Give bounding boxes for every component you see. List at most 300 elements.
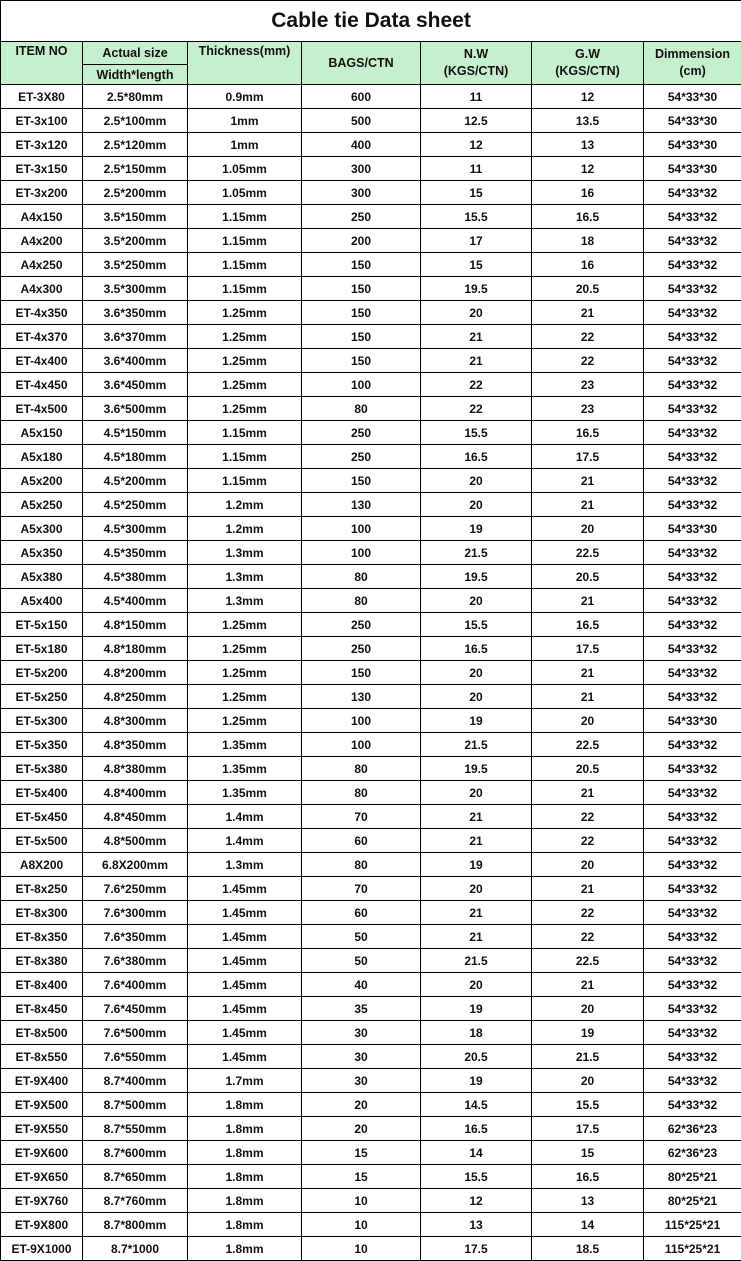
nw-cell: 14.5 xyxy=(421,1093,532,1117)
gw-cell: 14 xyxy=(532,1213,644,1237)
table-row xyxy=(1,661,741,685)
nw-cell: 22 xyxy=(421,397,532,421)
actual-size-cell: 3.6*370mm xyxy=(83,325,188,349)
actual-size-cell: 4.8*300mm xyxy=(83,709,188,733)
bags-ctn-cell: 20 xyxy=(302,1093,421,1117)
thickness-cell: 1.15mm xyxy=(188,445,302,469)
bags-ctn-cell: 150 xyxy=(302,253,421,277)
bags-ctn-cell: 250 xyxy=(302,205,421,229)
thickness-cell: 1.45mm xyxy=(188,949,302,973)
bags-ctn-cell: 10 xyxy=(302,1237,421,1261)
nw-cell: 15.5 xyxy=(421,613,532,637)
dimension-cell: 54*33*32 xyxy=(644,421,741,445)
dimension-cell: 54*33*32 xyxy=(644,1069,741,1093)
nw-cell: 11 xyxy=(421,85,532,109)
table-row xyxy=(1,277,741,301)
table-row xyxy=(1,541,741,565)
bags-ctn-cell: 150 xyxy=(302,325,421,349)
actual-size-cell: 4.5*150mm xyxy=(83,421,188,445)
dimension-cell: 54*33*32 xyxy=(644,253,741,277)
thickness-cell: 1.25mm xyxy=(188,349,302,373)
header-bags-ctn: BAGS/CTN xyxy=(302,42,421,85)
dimension-cell: 54*33*32 xyxy=(644,685,741,709)
item-no-cell: ET-5x400 xyxy=(1,781,83,805)
bags-ctn-cell: 30 xyxy=(302,1069,421,1093)
item-no-cell: ET-9X800 xyxy=(1,1213,83,1237)
gw-cell: 23 xyxy=(532,397,644,421)
gw-cell: 21.5 xyxy=(532,1045,644,1069)
gw-cell: 13 xyxy=(532,133,644,157)
dimension-cell: 54*33*32 xyxy=(644,829,741,853)
bags-ctn-cell: 150 xyxy=(302,277,421,301)
thickness-cell: 1.45mm xyxy=(188,997,302,1021)
dimension-cell: 54*33*32 xyxy=(644,637,741,661)
gw-cell: 20 xyxy=(532,709,644,733)
thickness-cell: 1.25mm xyxy=(188,373,302,397)
item-no-cell: ET-3x150 xyxy=(1,157,83,181)
item-no-cell: ET-3x200 xyxy=(1,181,83,205)
thickness-cell: 1.4mm xyxy=(188,829,302,853)
table-row xyxy=(1,373,741,397)
dimension-cell: 54*33*32 xyxy=(644,1021,741,1045)
dimension-cell: 54*33*32 xyxy=(644,973,741,997)
nw-cell: 19.5 xyxy=(421,757,532,781)
thickness-cell: 1.45mm xyxy=(188,973,302,997)
actual-size-cell: 4.8*500mm xyxy=(83,829,188,853)
bags-ctn-cell: 80 xyxy=(302,757,421,781)
item-no-cell: ET-3x120 xyxy=(1,133,83,157)
thickness-cell: 1.45mm xyxy=(188,877,302,901)
gw-cell: 20 xyxy=(532,517,644,541)
table-row xyxy=(1,205,741,229)
table-row xyxy=(1,709,741,733)
actual-size-cell: 4.5*300mm xyxy=(83,517,188,541)
actual-size-cell: 3.6*400mm xyxy=(83,349,188,373)
item-no-cell: ET-4x450 xyxy=(1,373,83,397)
table-row xyxy=(1,853,741,877)
item-no-cell: ET-9X760 xyxy=(1,1189,83,1213)
table-row xyxy=(1,949,741,973)
gw-cell: 22 xyxy=(532,325,644,349)
actual-size-cell: 4.5*380mm xyxy=(83,565,188,589)
actual-size-cell: 2.5*120mm xyxy=(83,133,188,157)
thickness-cell: 1.8mm xyxy=(188,1189,302,1213)
gw-cell: 22 xyxy=(532,349,644,373)
thickness-cell: 1.15mm xyxy=(188,421,302,445)
gw-cell: 21 xyxy=(532,589,644,613)
table-row xyxy=(1,1165,741,1189)
gw-cell: 16.5 xyxy=(532,613,644,637)
gw-cell: 13.5 xyxy=(532,109,644,133)
nw-cell: 17.5 xyxy=(421,1237,532,1261)
actual-size-cell: 4.5*350mm xyxy=(83,541,188,565)
thickness-cell: 1.25mm xyxy=(188,613,302,637)
actual-size-cell: 4.8*250mm xyxy=(83,685,188,709)
bags-ctn-cell: 100 xyxy=(302,541,421,565)
item-no-cell: A4x300 xyxy=(1,277,83,301)
table-header xyxy=(1,1,741,85)
thickness-cell: 1.8mm xyxy=(188,1141,302,1165)
bags-ctn-cell: 50 xyxy=(302,949,421,973)
gw-cell: 21 xyxy=(532,685,644,709)
table-row xyxy=(1,685,741,709)
thickness-cell: 1.3mm xyxy=(188,541,302,565)
nw-cell: 22 xyxy=(421,373,532,397)
bags-ctn-cell: 80 xyxy=(302,781,421,805)
dimension-cell: 54*33*32 xyxy=(644,301,741,325)
item-no-cell: ET-8x450 xyxy=(1,997,83,1021)
table-row xyxy=(1,229,741,253)
nw-cell: 21 xyxy=(421,805,532,829)
dimension-cell: 54*33*30 xyxy=(644,85,741,109)
gw-cell: 22 xyxy=(532,805,644,829)
bags-ctn-cell: 80 xyxy=(302,565,421,589)
gw-cell: 20 xyxy=(532,853,644,877)
gw-cell: 22.5 xyxy=(532,541,644,565)
table-row xyxy=(1,1237,741,1261)
nw-cell: 17 xyxy=(421,229,532,253)
thickness-cell: 1.2mm xyxy=(188,493,302,517)
item-no-cell: ET-8x500 xyxy=(1,1021,83,1045)
actual-size-cell: 7.6*300mm xyxy=(83,901,188,925)
dimension-cell: 54*33*32 xyxy=(644,757,741,781)
gw-cell: 20 xyxy=(532,1069,644,1093)
table-row xyxy=(1,109,741,133)
table-row xyxy=(1,421,741,445)
item-no-cell: ET-9X650 xyxy=(1,1165,83,1189)
header-gw-line1: G.W xyxy=(532,46,643,63)
header-item-no: ITEM NO xyxy=(1,42,83,85)
dimension-cell: 54*33*32 xyxy=(644,997,741,1021)
table-row xyxy=(1,493,741,517)
item-no-cell: ET-4x500 xyxy=(1,397,83,421)
table-row xyxy=(1,1069,741,1093)
thickness-cell: 1.3mm xyxy=(188,565,302,589)
item-no-cell: A5x300 xyxy=(1,517,83,541)
dimension-cell: 54*33*32 xyxy=(644,397,741,421)
nw-cell: 15.5 xyxy=(421,1165,532,1189)
thickness-cell: 1.35mm xyxy=(188,781,302,805)
dimension-cell: 54*33*32 xyxy=(644,181,741,205)
nw-cell: 15 xyxy=(421,253,532,277)
dimension-cell: 54*33*32 xyxy=(644,1045,741,1069)
bags-ctn-cell: 30 xyxy=(302,1021,421,1045)
actual-size-cell: 4.8*180mm xyxy=(83,637,188,661)
gw-cell: 20.5 xyxy=(532,565,644,589)
gw-cell: 16.5 xyxy=(532,421,644,445)
actual-size-cell: 4.5*180mm xyxy=(83,445,188,469)
dimension-cell: 54*33*32 xyxy=(644,661,741,685)
thickness-cell: 1.8mm xyxy=(188,1117,302,1141)
nw-cell: 21.5 xyxy=(421,949,532,973)
gw-cell: 21 xyxy=(532,469,644,493)
item-no-cell: ET-8x380 xyxy=(1,949,83,973)
table-row xyxy=(1,973,741,997)
item-no-cell: A4x150 xyxy=(1,205,83,229)
bags-ctn-cell: 10 xyxy=(302,1189,421,1213)
thickness-cell: 1.25mm xyxy=(188,709,302,733)
dimension-cell: 54*33*32 xyxy=(644,781,741,805)
table-row xyxy=(1,733,741,757)
thickness-cell: 1.25mm xyxy=(188,301,302,325)
gw-cell: 21 xyxy=(532,493,644,517)
actual-size-cell: 3.6*350mm xyxy=(83,301,188,325)
bags-ctn-cell: 20 xyxy=(302,1117,421,1141)
nw-cell: 20 xyxy=(421,877,532,901)
thickness-cell: 1.4mm xyxy=(188,805,302,829)
actual-size-cell: 8.7*1000 xyxy=(83,1237,188,1261)
bags-ctn-cell: 150 xyxy=(302,661,421,685)
bags-ctn-cell: 200 xyxy=(302,229,421,253)
table-row xyxy=(1,1189,741,1213)
actual-size-cell: 3.5*300mm xyxy=(83,277,188,301)
thickness-cell: 0.9mm xyxy=(188,85,302,109)
thickness-cell: 1.3mm xyxy=(188,589,302,613)
nw-cell: 21 xyxy=(421,349,532,373)
bags-ctn-cell: 130 xyxy=(302,685,421,709)
table-row xyxy=(1,565,741,589)
thickness-cell: 1.15mm xyxy=(188,205,302,229)
actual-size-cell: 4.8*380mm xyxy=(83,757,188,781)
thickness-cell: 1.45mm xyxy=(188,925,302,949)
bags-ctn-cell: 80 xyxy=(302,853,421,877)
table-row xyxy=(1,325,741,349)
item-no-cell: ET-8x300 xyxy=(1,901,83,925)
thickness-cell: 1.25mm xyxy=(188,397,302,421)
dimension-cell: 54*33*30 xyxy=(644,517,741,541)
actual-size-cell: 7.6*550mm xyxy=(83,1045,188,1069)
thickness-cell: 1.15mm xyxy=(188,229,302,253)
table-row xyxy=(1,85,741,109)
bags-ctn-cell: 250 xyxy=(302,637,421,661)
dimension-cell: 54*33*32 xyxy=(644,349,741,373)
dimension-cell: 54*33*32 xyxy=(644,565,741,589)
nw-cell: 21.5 xyxy=(421,541,532,565)
thickness-cell: 1.05mm xyxy=(188,181,302,205)
gw-cell: 21 xyxy=(532,661,644,685)
nw-cell: 21 xyxy=(421,325,532,349)
nw-cell: 19.5 xyxy=(421,565,532,589)
item-no-cell: ET-8x400 xyxy=(1,973,83,997)
table-row xyxy=(1,1045,741,1069)
nw-cell: 15.5 xyxy=(421,421,532,445)
actual-size-cell: 3.5*250mm xyxy=(83,253,188,277)
bags-ctn-cell: 150 xyxy=(302,469,421,493)
table-row xyxy=(1,1093,741,1117)
dimension-cell: 62*36*23 xyxy=(644,1141,741,1165)
header-gw xyxy=(532,42,644,85)
actual-size-cell: 8.7*500mm xyxy=(83,1093,188,1117)
table-row xyxy=(1,757,741,781)
bags-ctn-cell: 600 xyxy=(302,85,421,109)
actual-size-cell: 2.5*80mm xyxy=(83,85,188,109)
actual-size-cell: 7.6*350mm xyxy=(83,925,188,949)
dimension-cell: 115*25*21 xyxy=(644,1237,741,1261)
actual-size-cell: 2.5*100mm xyxy=(83,109,188,133)
nw-cell: 19 xyxy=(421,1069,532,1093)
nw-cell: 21 xyxy=(421,925,532,949)
thickness-cell: 1.45mm xyxy=(188,1045,302,1069)
item-no-cell: A5x380 xyxy=(1,565,83,589)
header-gw-line2: (KGS/CTN) xyxy=(532,63,643,80)
item-no-cell: A4x200 xyxy=(1,229,83,253)
actual-size-cell: 3.5*200mm xyxy=(83,229,188,253)
item-no-cell: A5x180 xyxy=(1,445,83,469)
table-row xyxy=(1,157,741,181)
gw-cell: 18.5 xyxy=(532,1237,644,1261)
nw-cell: 11 xyxy=(421,157,532,181)
thickness-cell: 1.3mm xyxy=(188,853,302,877)
table-row xyxy=(1,133,741,157)
bags-ctn-cell: 70 xyxy=(302,805,421,829)
dimension-cell: 54*33*32 xyxy=(644,469,741,493)
sheet-title: Cable tie Data sheet xyxy=(1,1,741,42)
bags-ctn-cell: 100 xyxy=(302,373,421,397)
bags-ctn-cell: 300 xyxy=(302,157,421,181)
nw-cell: 20 xyxy=(421,301,532,325)
nw-cell: 19 xyxy=(421,709,532,733)
nw-cell: 12 xyxy=(421,133,532,157)
nw-cell: 20 xyxy=(421,493,532,517)
gw-cell: 22 xyxy=(532,901,644,925)
gw-cell: 21 xyxy=(532,877,644,901)
item-no-cell: A5x250 xyxy=(1,493,83,517)
gw-cell: 15.5 xyxy=(532,1093,644,1117)
actual-size-cell: 4.8*400mm xyxy=(83,781,188,805)
header-dimension-line2: (cm) xyxy=(644,63,741,80)
actual-size-cell: 4.5*250mm xyxy=(83,493,188,517)
nw-cell: 16.5 xyxy=(421,1117,532,1141)
table-row xyxy=(1,253,741,277)
actual-size-cell: 3.6*500mm xyxy=(83,397,188,421)
item-no-cell: ET-5x380 xyxy=(1,757,83,781)
gw-cell: 12 xyxy=(532,157,644,181)
gw-cell: 15 xyxy=(532,1141,644,1165)
dimension-cell: 54*33*32 xyxy=(644,925,741,949)
table-row xyxy=(1,781,741,805)
item-no-cell: ET-3X80 xyxy=(1,85,83,109)
gw-cell: 13 xyxy=(532,1189,644,1213)
bags-ctn-cell: 500 xyxy=(302,109,421,133)
table-row xyxy=(1,445,741,469)
table-row xyxy=(1,901,741,925)
actual-size-cell: 8.7*650mm xyxy=(83,1165,188,1189)
table-row xyxy=(1,1141,741,1165)
dimension-cell: 54*33*32 xyxy=(644,373,741,397)
nw-cell: 18 xyxy=(421,1021,532,1045)
bags-ctn-cell: 250 xyxy=(302,613,421,637)
bags-ctn-cell: 30 xyxy=(302,1045,421,1069)
item-no-cell: ET-4x400 xyxy=(1,349,83,373)
gw-cell: 22.5 xyxy=(532,733,644,757)
bags-ctn-cell: 300 xyxy=(302,181,421,205)
item-no-cell: A5x150 xyxy=(1,421,83,445)
bags-ctn-cell: 15 xyxy=(302,1141,421,1165)
table-row xyxy=(1,925,741,949)
bags-ctn-cell: 80 xyxy=(302,589,421,613)
bags-ctn-cell: 130 xyxy=(302,493,421,517)
item-no-cell: ET-5x450 xyxy=(1,805,83,829)
thickness-cell: 1.15mm xyxy=(188,277,302,301)
bags-ctn-cell: 15 xyxy=(302,1165,421,1189)
item-no-cell: ET-5x200 xyxy=(1,661,83,685)
gw-cell: 22 xyxy=(532,925,644,949)
thickness-cell: 1.15mm xyxy=(188,253,302,277)
item-no-cell: ET-5x500 xyxy=(1,829,83,853)
dimension-cell: 54*33*32 xyxy=(644,853,741,877)
dimension-cell: 115*25*21 xyxy=(644,1213,741,1237)
actual-size-cell: 3.5*150mm xyxy=(83,205,188,229)
nw-cell: 12 xyxy=(421,1189,532,1213)
bags-ctn-cell: 400 xyxy=(302,133,421,157)
actual-size-cell: 8.7*760mm xyxy=(83,1189,188,1213)
actual-size-cell: 4.5*200mm xyxy=(83,469,188,493)
bags-ctn-cell: 100 xyxy=(302,709,421,733)
dimension-cell: 80*25*21 xyxy=(644,1165,741,1189)
dimension-cell: 62*36*23 xyxy=(644,1117,741,1141)
bags-ctn-cell: 40 xyxy=(302,973,421,997)
thickness-cell: 1.7mm xyxy=(188,1069,302,1093)
item-no-cell: ET-3x100 xyxy=(1,109,83,133)
nw-cell: 15 xyxy=(421,181,532,205)
bags-ctn-cell: 150 xyxy=(302,301,421,325)
actual-size-cell: 4.8*200mm xyxy=(83,661,188,685)
nw-cell: 16.5 xyxy=(421,637,532,661)
actual-size-cell: 4.8*450mm xyxy=(83,805,188,829)
item-no-cell: ET-8x250 xyxy=(1,877,83,901)
bags-ctn-cell: 50 xyxy=(302,925,421,949)
dimension-cell: 54*33*32 xyxy=(644,733,741,757)
actual-size-cell: 7.6*500mm xyxy=(83,1021,188,1045)
gw-cell: 16 xyxy=(532,253,644,277)
item-no-cell: A4x250 xyxy=(1,253,83,277)
nw-cell: 21.5 xyxy=(421,733,532,757)
table-row xyxy=(1,997,741,1021)
actual-size-cell: 8.7*800mm xyxy=(83,1213,188,1237)
nw-cell: 20.5 xyxy=(421,1045,532,1069)
bags-ctn-cell: 250 xyxy=(302,421,421,445)
nw-cell: 19 xyxy=(421,517,532,541)
nw-cell: 20 xyxy=(421,685,532,709)
nw-cell: 15.5 xyxy=(421,205,532,229)
item-no-cell: ET-9X500 xyxy=(1,1093,83,1117)
gw-cell: 17.5 xyxy=(532,637,644,661)
thickness-cell: 1.15mm xyxy=(188,469,302,493)
thickness-cell: 1.45mm xyxy=(188,901,302,925)
table-row xyxy=(1,1117,741,1141)
table-row xyxy=(1,1213,741,1237)
table-row xyxy=(1,397,741,421)
actual-size-cell: 3.6*450mm xyxy=(83,373,188,397)
thickness-cell: 1mm xyxy=(188,109,302,133)
bags-ctn-cell: 80 xyxy=(302,397,421,421)
item-no-cell: ET-4x350 xyxy=(1,301,83,325)
actual-size-cell: 7.6*400mm xyxy=(83,973,188,997)
header-nw-line2: (KGS/CTN) xyxy=(421,63,531,80)
item-no-cell: ET-5x350 xyxy=(1,733,83,757)
header-dimension-line1: Dimmension xyxy=(644,46,741,63)
item-no-cell: A5x350 xyxy=(1,541,83,565)
dimension-cell: 54*33*30 xyxy=(644,709,741,733)
item-no-cell: ET-9X550 xyxy=(1,1117,83,1141)
gw-cell: 16 xyxy=(532,181,644,205)
thickness-cell: 1.8mm xyxy=(188,1237,302,1261)
item-no-cell: ET-8x550 xyxy=(1,1045,83,1069)
nw-cell: 16.5 xyxy=(421,445,532,469)
gw-cell: 16.5 xyxy=(532,205,644,229)
table-row xyxy=(1,181,741,205)
bags-ctn-cell: 60 xyxy=(302,901,421,925)
